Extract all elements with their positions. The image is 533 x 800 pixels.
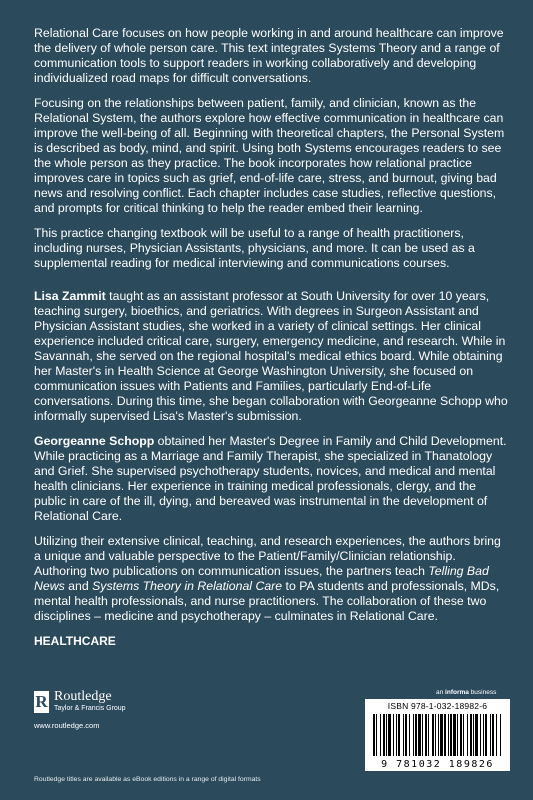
informa-tagline	[436, 689, 496, 696]
joint-text-end: to PA students and professionals, MDs, mental health professionals, and nurse practitioners. The collaboration of these two disciplines – medicine and psychotherapy – culminates in Relational Care.	[34, 579, 500, 623]
author-name-schopp: Georgeanne Schopp	[34, 434, 155, 448]
joint-text-start: Utilizing their extensive clinical, teaching, and research experiences, the authors bring a unique and valuable perspective to the Patient/Family/Clinician relationship. Authoring two publications on communication issues, the partners teach	[34, 534, 501, 578]
joint-text-and: and	[64, 579, 93, 593]
publication-title-1: Telling Bad News	[34, 564, 489, 593]
joint-author-paragraph	[34, 534, 510, 624]
publisher-name: Routledge	[54, 689, 112, 704]
author-bio-zammit-text: taught as an assistant professor at South University for over 10 years, teaching surgery, bioethics, and geriatrics. With degrees in Surgeon Assistant and Physician Assistant studies, she worked in a variety of clinical settings. Her clinical experience included critical care, surgery, emergency medicine, and research. While in Savannah, she served on the regional hospital's medical ethics board. While obtaining her Master's in Health Science at George Washington University, she focused on communication issues with Patients and Families, particularly End-of-Life conversations. During this time, she began collaboration with Georgeanne Schopp who informally supervised Lisa's Master's submission.	[34, 289, 508, 423]
category-label: HEALTHCARE	[34, 634, 116, 648]
routledge-logo	[34, 690, 234, 713]
isbn-barcode	[365, 699, 510, 771]
informa-brand: informa	[445, 689, 469, 696]
informa-suffix: business	[468, 689, 497, 696]
author-bio-zammit	[34, 289, 510, 424]
isbn-label: ISBN 978-1-032-18982-6	[387, 701, 488, 711]
publisher-block	[34, 690, 234, 730]
blurb-paragraph-1: Relational Care focuses on how people working in and around healthcare can improve the delivery of whole person care. This text integrates Systems Theory and a range of communication tools to support readers in working collaboratively and developing individualized road maps for difficult conversations.	[34, 26, 504, 85]
author-bio-schopp	[34, 434, 510, 524]
routledge-logo-icon: R	[35, 691, 48, 711]
blurb-paragraph-2: Focusing on the relationships between patient, family, and clinician, known as the Relational System, the authors explore how effective communication in healthcare can improve the well-being of all. Beginning with theoretical chapters, the Personal System is described as body, mind, and spirit. Using both Systems encourages readers to see the whole person as they practice. The book incorporates how relational practice improves care in topics such as grief, end-of-life care, stress, and burnout, giving bad news and resolving conflict. Each chapter includes case studies, reflective questions, and prompts for critical thinking to help the reader embed their learning.	[34, 96, 505, 215]
ebook-footnote: Routledge titles are available as eBook editions in a range of digital formats	[34, 776, 261, 783]
publication-title-2: Systems Theory in Relational Care	[92, 579, 283, 593]
author-name-zammit: Lisa Zammit	[34, 289, 106, 303]
author-bio-schopp-text: obtained her Master's Degree in Family and Child Development. While practicing as a Marriage and Family Therapist, she specialized in Thanatology and Grief. She supervised psychotherapy students, novices, and medical and mental health clinicians. Her experience in training medical professionals, clergy, and the public in care of the ill, dying, and bereaved was instrumental in the development of Relational Care.	[34, 434, 507, 523]
informa-prefix: an	[436, 689, 446, 696]
publisher-subtitle: Taylor & Francis Group	[54, 705, 126, 712]
barcode-digits: 9 781032 189826	[381, 759, 494, 770]
blurb-paragraph-3: This practice changing textbook will be useful to a range of health practitioners, including nurses, Physician Assistants, physicians, and more. It can be used as a supplemental reading for medical interviewing and communications courses.	[34, 226, 475, 270]
publisher-website: www.routledge.com	[34, 721, 100, 730]
barcode-icon	[371, 714, 504, 756]
back-cover-text	[34, 26, 510, 648]
